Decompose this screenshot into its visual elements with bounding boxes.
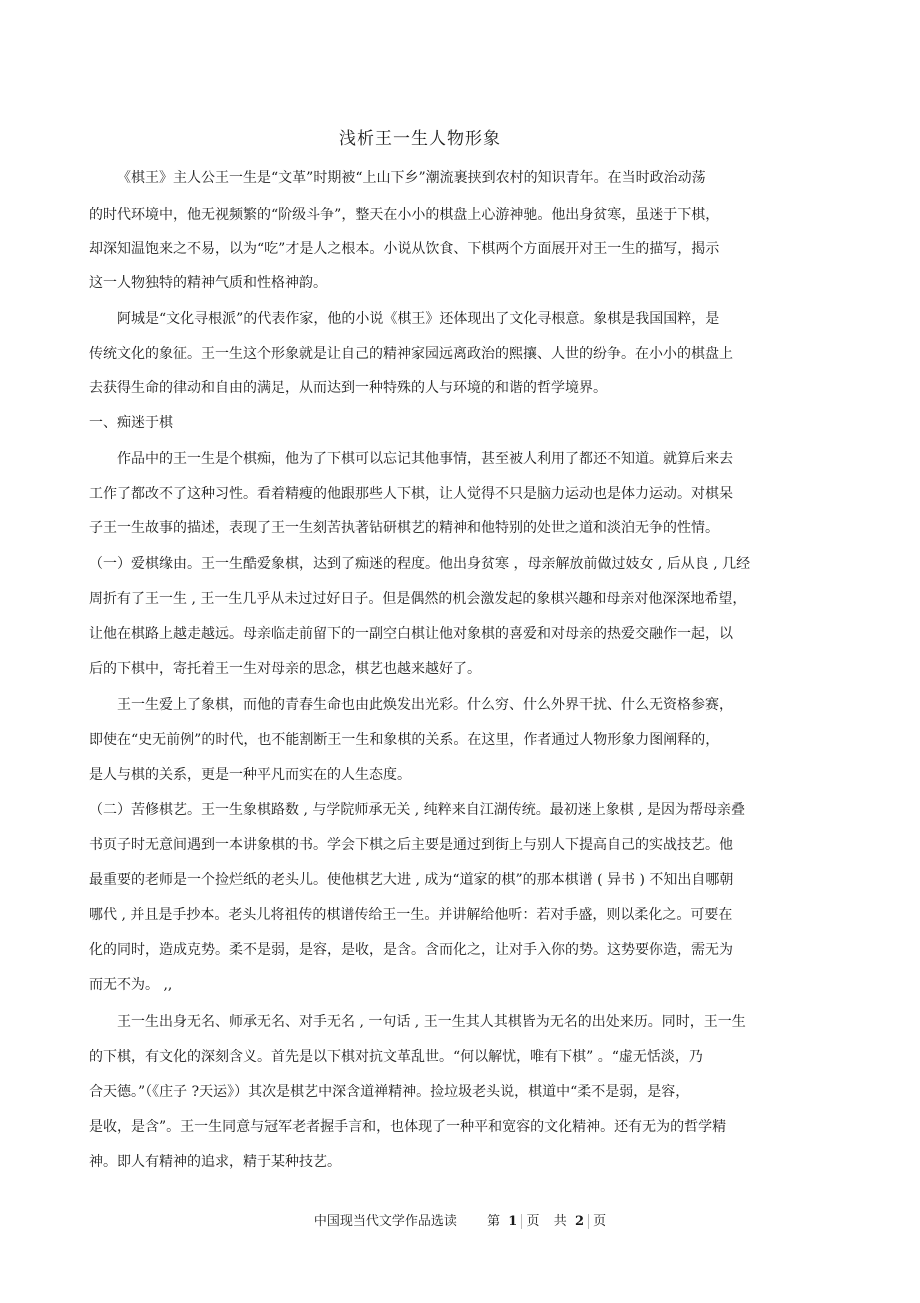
text-line: 却深知温饱来之不易，以为“吃”才是人之根本。小说从饮食、下棋两个方面展开对王一生的描写，揭示 — [89, 241, 720, 257]
text-line: 即使在“史无前例”的时代，也不能割断王一生和象棋的关系。在这里，作者通过人物形象力图阐释的， — [89, 732, 720, 748]
text-line: 王一生爱上了象棋，而他的青春生命也由此焕发出光彩。什么穷、什么外界干扰、什么无资格参赛， — [117, 697, 733, 713]
footer-ye: 页 — [526, 1214, 540, 1229]
footer-course: 中国现当代文学作品选读 — [313, 1214, 457, 1229]
text-line: 神。即人有精神的追求，精于某种技艺。 — [89, 1154, 341, 1170]
text-line: 是收，是含”。王一生同意与冠军老者握手言和，也体现了一种平和宽容的文化精神。还有无为的哲学精 — [89, 1119, 727, 1135]
footer-di: 第 — [487, 1214, 501, 1229]
text-line: 这一人物独特的精神气质和性格神韵。 — [89, 275, 327, 291]
text-line: 的下棋，有文化的深刻含义。首先是以下棋对抗文革乱世。“何以解忧，唯有下棋” 。“虚无恬淡，乃 — [89, 1049, 703, 1065]
text-line: 工作了都改不了这种习性。看着精瘦的他跟那些人下棋，让人觉得不只是脑力运动也是体力运动。对棋呆 — [89, 486, 733, 502]
text-line: 合天德。”（《庄子 ?天运》）其次是棋艺中深含道禅精神。捡垃圾老头说，棋道中“柔不是弱，是容， — [89, 1084, 690, 1100]
document-title: 浅析王一生人物形象 — [339, 129, 501, 149]
text-line: 而无不为。 ,, — [89, 977, 173, 993]
text-line: 让他在棋路上越走越远。母亲临走前留下的一副空白棋让他对象棋的喜爱和对母亲的热爱交融作一起，以 — [89, 626, 733, 642]
footer-page-number: 1 — [504, 1214, 522, 1229]
text-line: 的时代环境中，他无视频繁的“阶级斗争”，整天在小小的棋盘上心游神驰。他出身贫寒，虽迷于下棋， — [89, 207, 720, 223]
text-line: 《棋王》主人公王一生是“文革”时期被“上山下乡”潮流裹挟到农村的知识青年。在当时政治动荡 — [117, 170, 706, 186]
text-line: 后的下棋中，寄托着王一生对母亲的思念，棋艺也越来越好了。 — [89, 661, 481, 677]
text-line: 周折有了王一生 , 王一生几乎从未过过好日子。但是偶然的机会激发起的象棋兴趣和母亲对他深深地希望， — [89, 591, 747, 607]
page-footer — [0, 1210, 920, 1229]
text-line: （二）苦修棋艺。王一生象棋路数 , 与学院师承无关 , 纯粹来自江湖传统。最初迷上象棋 , 是因为帮母亲叠 — [89, 802, 746, 818]
text-line: 子王一生故事的描述，表现了王一生刻苦执著钻研棋艺的精神和他特别的处世之道和淡泊无争的性情。 — [89, 520, 719, 536]
text-line: 阿城是“文化寻根派”的代表作家，他的小说《棋王》还体现出了文化寻根意。象棋是我国国粹，是 — [117, 311, 720, 327]
footer-ye2: 页 — [593, 1214, 607, 1229]
footer-gong: 共 — [553, 1214, 567, 1229]
text-line: （一）爱棋缘由。王一生酷爱象棋，达到了痴迷的程度。他出身贫寒 ，母亲解放前做过妓女 , 后从良 , 几经 — [89, 556, 751, 572]
text-line: 传统文化的象征。王一生这个形象就是让自己的精神家园远离政治的熙攘、人世的纷争。在小小的棋盘上 — [89, 346, 733, 362]
text-line: 王一生出身无名、师承无名、对手无名 , 一句话 , 王一生其人其棋皆为无名的出处来历。同时，王一生 — [117, 1014, 746, 1030]
footer-page-total: 2 — [571, 1214, 589, 1229]
text-line: 去获得生命的律动和自由的满足，从而达到一种特殊的人与环境的和谐的哲学境界。 — [89, 380, 607, 396]
section-heading: 一、痴迷于棋 — [89, 415, 173, 431]
text-line: 书页子时无意间遇到一本讲象棋的书。学会下棋之后主要是通过到街上与别人下提高自己的实战技艺。他 — [89, 837, 733, 853]
text-line: 是人与棋的关系，更是一种平凡而实在的人生态度。 — [89, 767, 411, 783]
text-line: 哪代 , 并且是手抄本。老头儿将祖传的棋谱传给王一生。并讲解给他听：若对手盛，则以柔化之。可要在 — [89, 907, 733, 923]
text-line: 最重要的老师是一个捡烂纸的老头儿。使他棋艺大进 , 成为“道家的棋”的那本棋谱 ( 异书 ) 不知出自哪朝 — [89, 872, 734, 888]
text-line: 作品中的王一生是个棋痴，他为了下棋可以忘记其他事情，甚至被人利用了都还不知道。就算后来去 — [117, 451, 733, 467]
text-line: 化的同时，造成克势。柔不是弱，是容，是收，是含。含而化之，让对手入你的势。这势要你造，需无为 — [89, 942, 733, 958]
